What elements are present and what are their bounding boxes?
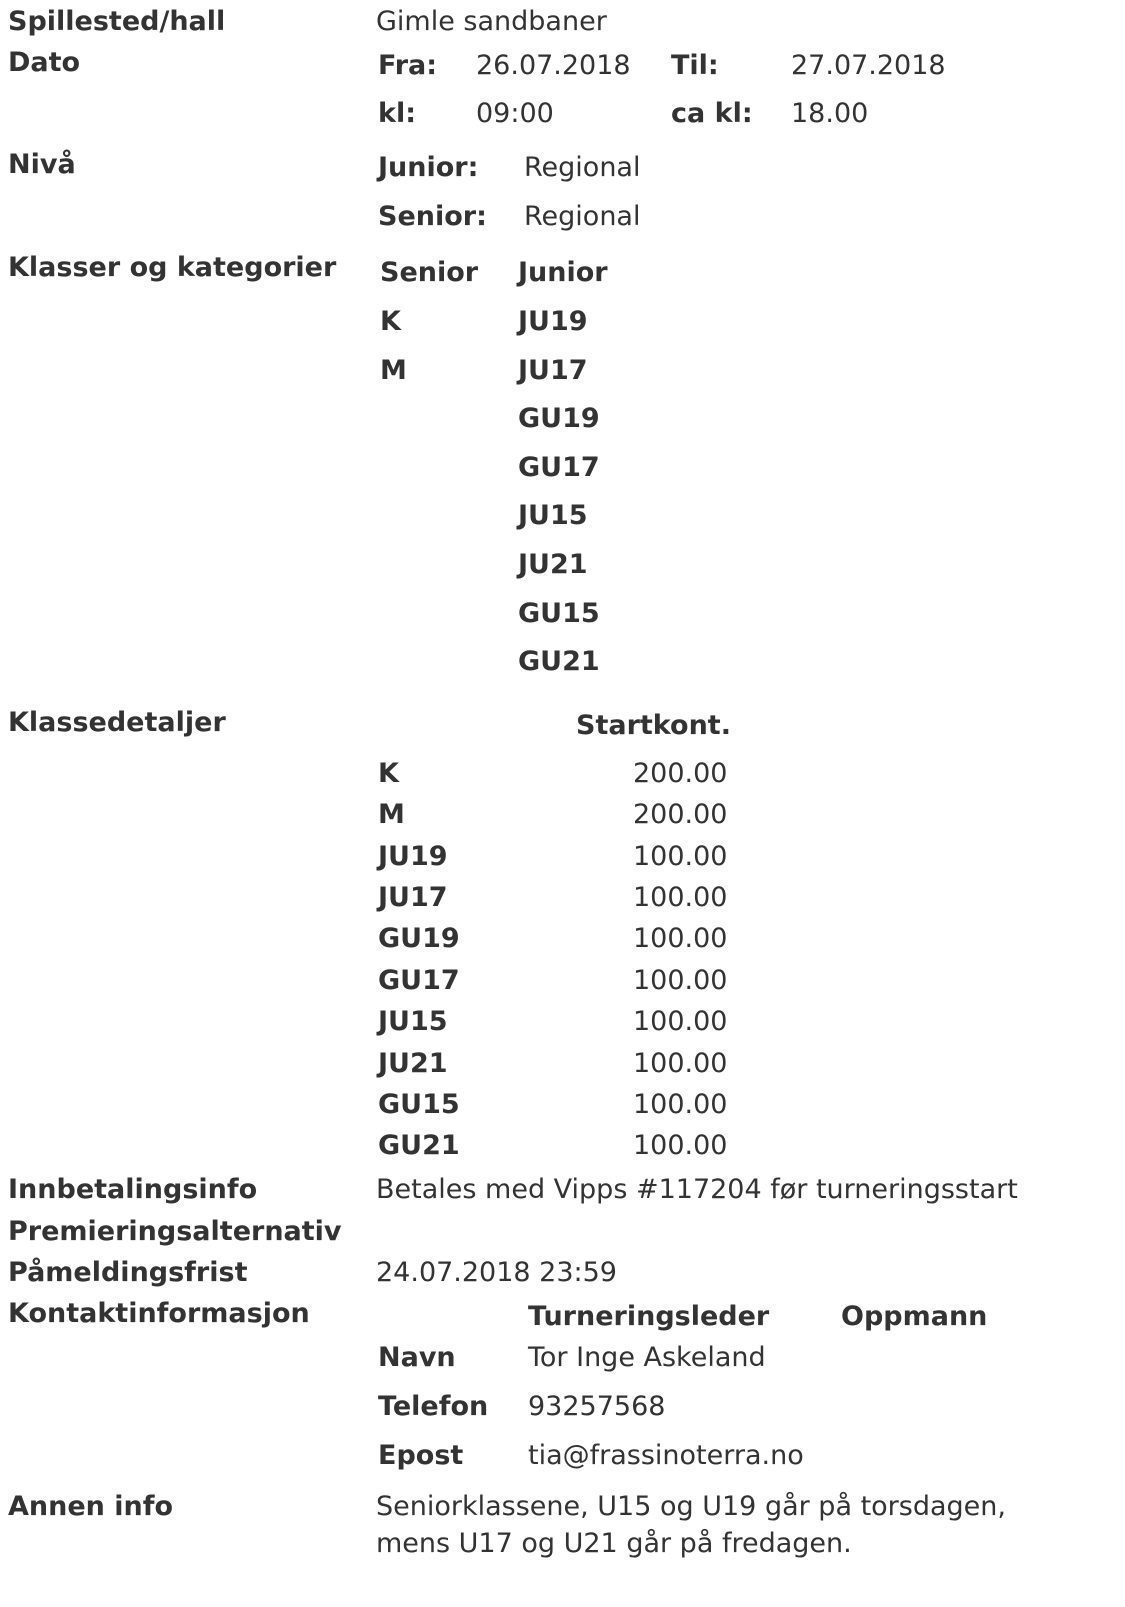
contact-phone-value: 93257568 <box>528 1391 666 1422</box>
senior-class-item: K <box>380 306 401 337</box>
contact-name-value: Tor Inge Askeland <box>528 1342 766 1373</box>
detail-fee: 100.00 <box>633 1089 728 1120</box>
detail-class: K <box>378 758 399 789</box>
fee-header: Startkont. <box>576 710 731 741</box>
junior-class-item: GU19 <box>518 403 600 434</box>
contact-leader-header: Turneringsleder <box>528 1301 770 1332</box>
contact-referee-header: Oppmann <box>841 1301 988 1332</box>
junior-class-item: GU21 <box>518 646 600 677</box>
time-start-value: 09:00 <box>476 98 554 129</box>
junior-class-item: GU15 <box>518 598 600 629</box>
junior-class-item: JU21 <box>518 549 588 580</box>
time-end-value: 18.00 <box>791 98 869 129</box>
time-start-label: kl: <box>378 98 417 129</box>
detail-class: GU21 <box>378 1130 460 1161</box>
classes-junior-header: Junior <box>518 257 608 288</box>
senior-class-item: M <box>380 355 407 386</box>
payment-value: Betales med Vipps #117204 før turneringsstart <box>376 1174 1018 1205</box>
deadline-label: Påmeldingsfrist <box>8 1257 248 1288</box>
detail-fee: 100.00 <box>633 882 728 913</box>
classes-label: Klasser og kategorier <box>8 252 337 283</box>
detail-class: GU19 <box>378 923 460 954</box>
prizes-label: Premieringsalternativ <box>8 1216 342 1247</box>
date-from-label: Fra: <box>378 50 438 81</box>
detail-class: JU19 <box>378 841 448 872</box>
detail-class: M <box>378 799 405 830</box>
detail-class: JU15 <box>378 1006 448 1037</box>
class-details-label: Klassedetaljer <box>8 707 226 738</box>
contact-email-link[interactable]: tia@frassinoterra.no <box>528 1440 804 1471</box>
other-info-line2: mens U17 og U21 går på fredagen. <box>376 1528 852 1559</box>
level-senior-label: Senior: <box>378 201 487 232</box>
other-info-label: Annen info <box>8 1491 174 1522</box>
detail-fee: 100.00 <box>633 1130 728 1161</box>
contact-phone-label: Telefon <box>378 1391 489 1422</box>
junior-class-item: GU17 <box>518 452 600 483</box>
date-label: Dato <box>8 47 81 78</box>
date-from-value: 26.07.2018 <box>476 50 631 81</box>
venue-value: Gimle sandbaner <box>376 6 607 37</box>
other-info-line1: Seniorklassene, U15 og U19 går på torsdagen, <box>376 1491 1006 1522</box>
detail-fee: 200.00 <box>633 758 728 789</box>
contact-email-label: Epost <box>378 1440 464 1471</box>
detail-class: JU21 <box>378 1048 448 1079</box>
detail-fee: 100.00 <box>633 1048 728 1079</box>
junior-class-item: JU19 <box>518 306 588 337</box>
date-to-label: Til: <box>671 50 719 81</box>
time-end-label: ca kl: <box>671 98 753 129</box>
detail-class: GU15 <box>378 1089 460 1120</box>
detail-fee: 100.00 <box>633 923 728 954</box>
junior-class-item: JU17 <box>518 355 588 386</box>
level-label: Nivå <box>8 149 76 180</box>
contact-label: Kontaktinformasjon <box>8 1298 310 1329</box>
level-junior-value: Regional <box>524 152 641 183</box>
detail-fee: 200.00 <box>633 799 728 830</box>
detail-fee: 100.00 <box>633 965 728 996</box>
classes-senior-header: Senior <box>380 257 479 288</box>
detail-class: GU17 <box>378 965 460 996</box>
level-junior-label: Junior: <box>378 152 479 183</box>
level-senior-value: Regional <box>524 201 641 232</box>
date-to-value: 27.07.2018 <box>791 50 946 81</box>
junior-class-item: JU15 <box>518 500 588 531</box>
deadline-value: 24.07.2018 23:59 <box>376 1257 617 1288</box>
detail-class: JU17 <box>378 882 448 913</box>
contact-name-label: Navn <box>378 1342 456 1373</box>
detail-fee: 100.00 <box>633 1006 728 1037</box>
payment-label: Innbetalingsinfo <box>8 1174 258 1205</box>
venue-label: Spillested/hall <box>8 6 226 37</box>
detail-fee: 100.00 <box>633 841 728 872</box>
